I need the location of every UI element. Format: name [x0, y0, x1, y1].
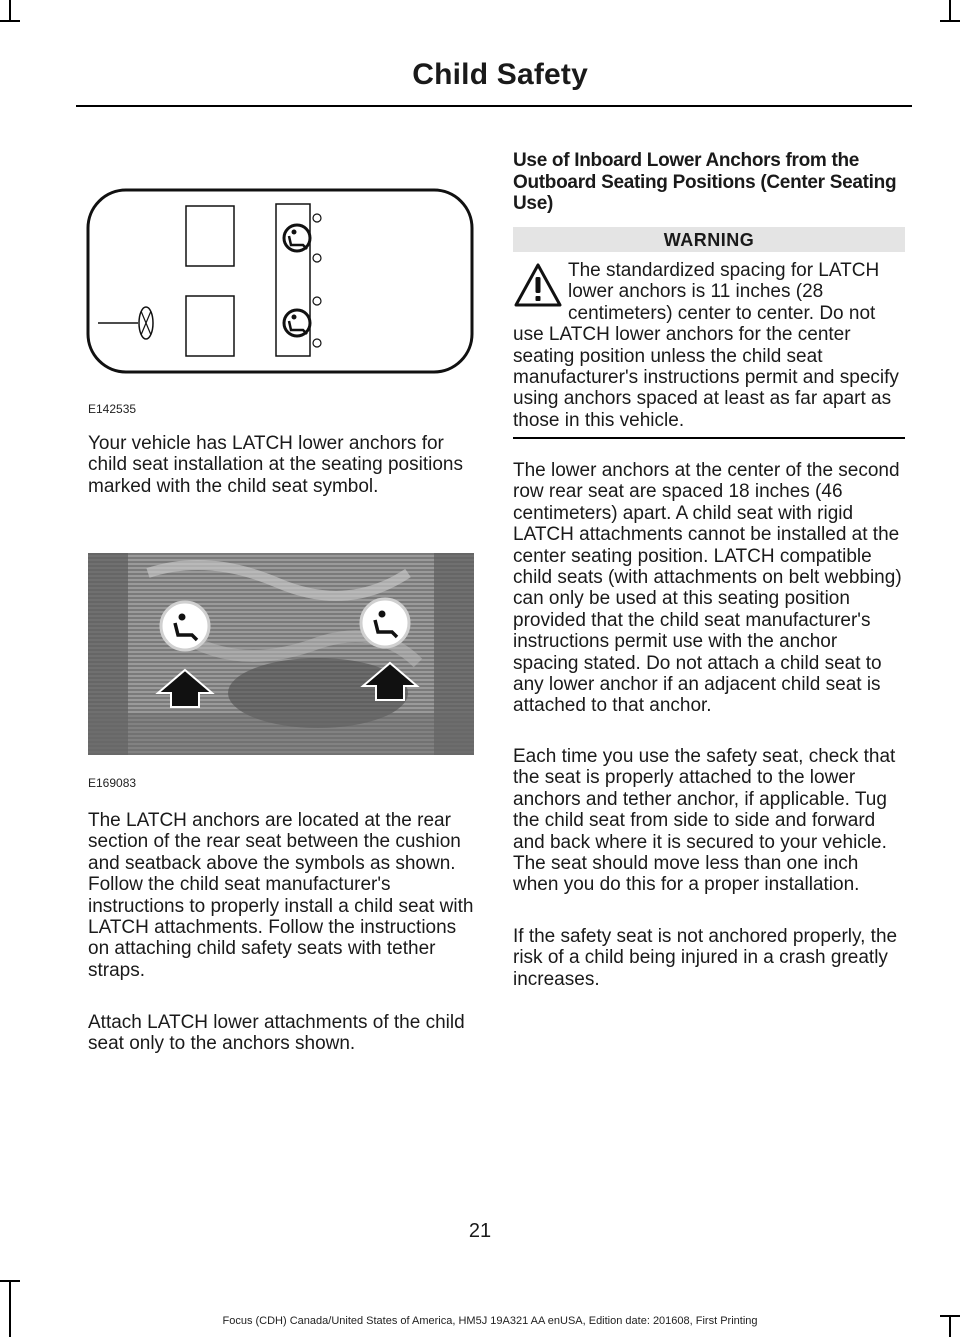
- latch-seat-diagram: [86, 188, 476, 376]
- body-paragraph: If the safety seat is not anchored properly, the risk of a child being injured in a crash greatly increases.: [513, 926, 898, 990]
- crop-mark: [0, 1280, 20, 1282]
- rear-seat-photo: [88, 553, 474, 755]
- warning-divider: [513, 437, 905, 439]
- warning-text: The standardized spacing for LATCH lower anchors is 11 inches (28 centimeters) center to center. Do not use LATCH lower anchors for the center seating position unless the child seat manufacturer's instructions permit and specify using anchors spaced at least as far apart as those in this vehicle.: [513, 260, 899, 431]
- warning-text-block: [513, 260, 907, 431]
- figure-label: E142535: [88, 402, 137, 416]
- crop-mark: [940, 20, 960, 22]
- child-seat-icon: [284, 310, 310, 336]
- footer-edition-text: Focus (CDH) Canada/United States of America, HM5J 19A321 AA enUSA, Edition date: 201608, First Printing: [222, 1315, 758, 1327]
- body-paragraph: Your vehicle has LATCH lower anchors for child seat installation at the seating positions marked with the child seat symbol.: [88, 433, 463, 497]
- child-seat-icon: [161, 602, 209, 650]
- child-seat-icon: [361, 599, 409, 647]
- body-paragraph: The lower anchors at the center of the second row rear seat are spaced 18 inches (46 centimeters) apart. A child seat with rigid LATCH attachments cannot be installed at the center seating position. LATCH compatible child seats (with attachments on belt webbing) can only be used at this seating position provided that the child seat manufacturer's instructions permit use with the anchor spacing stated. Do not attach a child seat to any lower anchor if an adjacent child seat is attached to that anchor.: [513, 460, 902, 717]
- body-paragraph: The LATCH anchors are located at the rear section of the rear seat between the cushion and seatback above the symbols as shown. Follow the child seat manufacturer's instructions to properly install a child seat with LATCH attachments. Follow the instructions on attaching child safety seats with tether straps.: [88, 810, 474, 981]
- child-seat-icon: [284, 225, 310, 251]
- crop-mark: [9, 1280, 11, 1337]
- crop-mark: [949, 0, 951, 20]
- page-header-title: Child Safety: [412, 58, 588, 91]
- section-heading: Use of Inboard Lower Anchors from the Outboard Seating Positions (Center Seating Use): [513, 150, 897, 214]
- crop-mark: [9, 0, 11, 20]
- figure-label: E169083: [88, 776, 137, 790]
- crop-mark: [0, 20, 20, 22]
- warning-banner: WARNING: [513, 227, 905, 252]
- body-paragraph: Each time you use the safety seat, check that the seat is properly attached to the lower anchors and tether anchor, if applicable. Tug the child seat from side to side and forward and back where it is secured to your vehicle. The seat should move less than one inch when you do this for a proper installation.: [513, 746, 896, 896]
- header-divider: [76, 105, 912, 107]
- page-number: 21: [468, 1220, 492, 1242]
- body-paragraph: Attach LATCH lower attachments of the child seat only to the anchors shown.: [88, 1012, 465, 1055]
